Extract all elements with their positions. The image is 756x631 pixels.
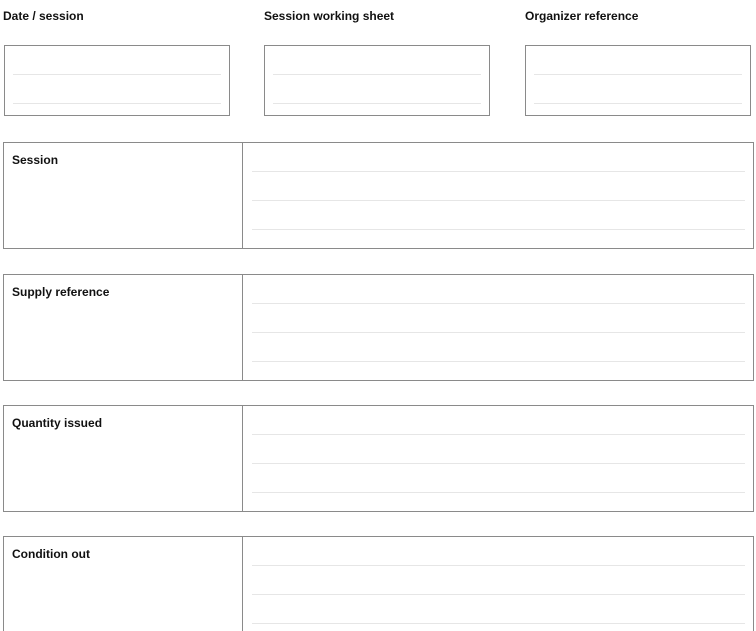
organizer-reference-field[interactable]: [525, 45, 751, 116]
writing-line: [252, 463, 745, 464]
section-quantity-issued: [3, 405, 754, 512]
writing-line: [252, 303, 745, 304]
section-label: Condition out: [12, 547, 90, 561]
date-session-label: Date / session: [3, 9, 84, 23]
writing-line: [252, 229, 745, 230]
writing-line: [252, 565, 745, 566]
writing-line: [252, 492, 745, 493]
writing-line: [252, 594, 745, 595]
writing-line: [273, 74, 481, 75]
writing-line: [252, 623, 745, 624]
session-write-area[interactable]: [244, 143, 753, 248]
section-label-cell: [4, 406, 243, 511]
writing-line: [252, 171, 745, 172]
quantity-issued-write-area[interactable]: [244, 406, 753, 511]
writing-line: [534, 74, 742, 75]
section-label: Session: [12, 153, 59, 167]
writing-line: [252, 200, 745, 201]
condition-out-write-area[interactable]: [244, 537, 753, 631]
writing-line: [13, 103, 221, 104]
writing-line: [534, 103, 742, 104]
writing-line: [13, 74, 221, 75]
session-working-sheet-field[interactable]: [264, 45, 490, 116]
section-supply-reference: [3, 274, 754, 381]
section-label-cell: [4, 143, 243, 248]
section-session: [3, 142, 754, 249]
writing-line: [273, 103, 481, 104]
session-working-sheet-label: Session working sheet: [264, 9, 395, 23]
section-label: Quantity issued: [12, 416, 103, 430]
writing-line: [252, 434, 745, 435]
supply-reference-write-area[interactable]: [244, 275, 753, 380]
section-label-cell: [4, 537, 243, 631]
writing-line: [252, 361, 745, 362]
section-condition-out: [3, 536, 754, 631]
section-label: Supply reference: [12, 285, 110, 299]
date-session-field[interactable]: [4, 45, 230, 116]
section-label-cell: [4, 275, 243, 380]
writing-line: [252, 332, 745, 333]
organizer-reference-label: Organizer reference: [525, 9, 639, 23]
